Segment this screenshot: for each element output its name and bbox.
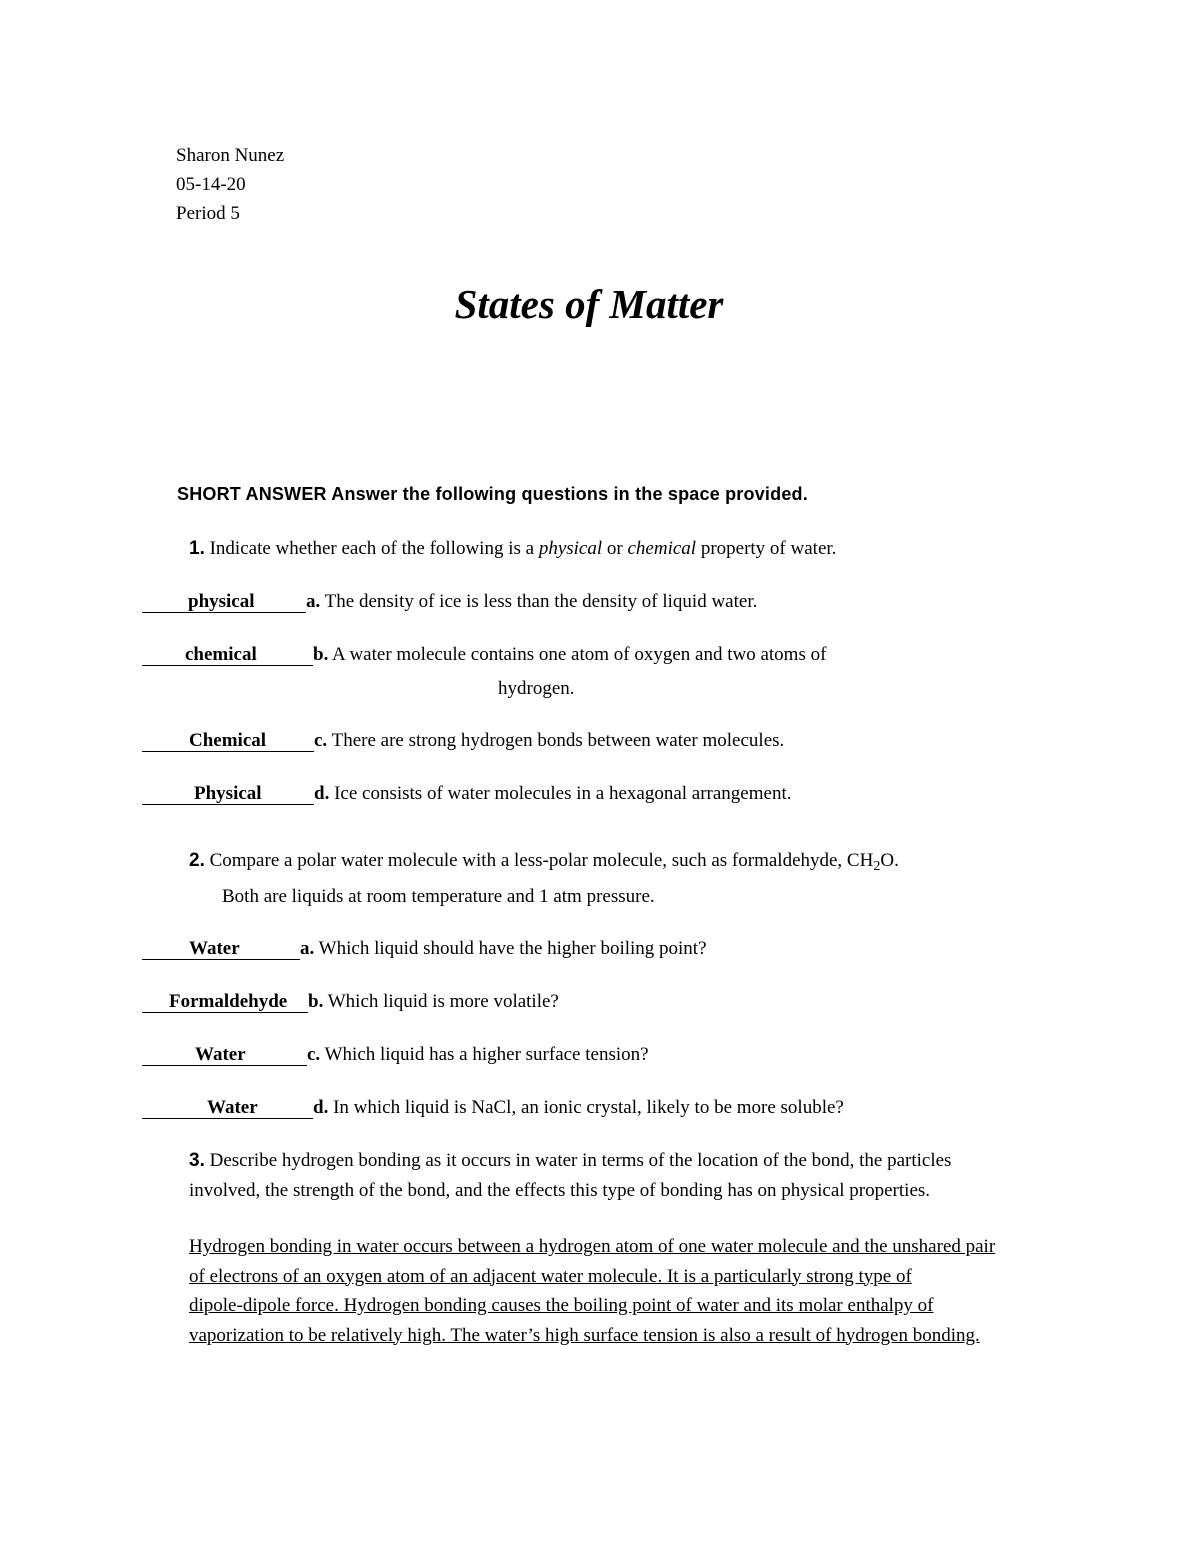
q2-item-b (142, 991, 559, 1013)
answer-blank[interactable] (142, 784, 314, 805)
prompt-text: property of water. (700, 538, 837, 559)
answer-text: chemical (185, 644, 257, 665)
question-3-prompt-line2: involved, the strength of the bond, and the effects this type of bonding has on physical properties. (189, 1180, 931, 1201)
item-letter: c. (307, 1044, 321, 1065)
q1-item-c (142, 730, 784, 752)
class-period: Period 5 (176, 203, 240, 224)
answer-text: Formaldehyde (169, 991, 288, 1012)
answer-blank[interactable] (142, 939, 300, 960)
item-letter: c. (314, 730, 328, 751)
instructions: SHORT ANSWER Answer the following questions in the space provided. (177, 484, 808, 504)
answer-text: Water (195, 1044, 246, 1065)
answer-blank[interactable] (142, 992, 308, 1013)
item-letter: d. (313, 1097, 329, 1118)
question-number: 2. (189, 850, 205, 871)
item-letter: a. (306, 591, 321, 612)
item-text: The density of ice is less than the density of liquid water. (324, 591, 758, 612)
prompt-text: or (606, 538, 623, 559)
question-number: 3. (189, 1150, 205, 1171)
q1-item-d (142, 783, 791, 805)
answer-blank[interactable] (142, 592, 306, 613)
q1-item-b (142, 644, 826, 666)
answer-text: Water (189, 938, 240, 959)
answer-blank[interactable] (142, 645, 313, 666)
item-letter: a. (300, 938, 315, 959)
prompt-text: Describe hydrogen bonding as it occurs in water in terms of the location of the bond, the particles (209, 1150, 952, 1171)
question-number: 1. (189, 538, 205, 559)
emphasis-chemical: chemical (627, 538, 697, 559)
emphasis-physical: physical (538, 538, 603, 559)
question-2-prompt (189, 850, 899, 875)
item-text: Which liquid has a higher surface tension? (324, 1044, 649, 1065)
item-letter: d. (314, 783, 330, 804)
q2-item-c (142, 1044, 649, 1066)
date: 05-14-20 (176, 174, 246, 195)
item-text: Which liquid should have the higher boiling point? (318, 938, 707, 959)
answer-text: Physical (194, 783, 262, 804)
q1-item-b-continued: hydrogen. (498, 678, 575, 699)
page-title: States of Matter (454, 281, 724, 327)
answer-blank[interactable] (142, 731, 314, 752)
question-3-answer[interactable] (189, 1232, 1129, 1350)
item-text: Ice consists of water molecules in a hexagonal arrangement. (334, 783, 792, 804)
item-text: Which liquid is more volatile? (327, 991, 559, 1012)
answer-line: Hydrogen bonding in water occurs between a hydrogen atom of one water molecule and the unshared pair (189, 1236, 996, 1257)
prompt-text: O. (880, 850, 899, 871)
question-2-prompt-line2: Both are liquids at room temperature and 1 atm pressure. (222, 886, 655, 907)
q2-item-a (142, 938, 707, 960)
answer-blank[interactable] (142, 1045, 307, 1066)
item-text: There are strong hydrogen bonds between water molecules. (331, 730, 785, 751)
prompt-text: Indicate whether each of the following is a (209, 538, 535, 559)
question-3-prompt (189, 1150, 951, 1172)
answer-line: vaporization to be relatively high. The water’s high surface tension is also a result of hydrogen bonding. (189, 1324, 980, 1346)
q1-item-a (142, 591, 757, 613)
q2-item-d (142, 1097, 844, 1119)
answer-line: dipole-dipole force. Hydrogen bonding causes the boiling point of water and its molar enthalpy of (189, 1295, 934, 1316)
question-1-prompt (189, 538, 836, 560)
student-name: Sharon Nunez (176, 145, 285, 166)
answer-blank[interactable] (142, 1098, 313, 1119)
prompt-text: Compare a polar water molecule with a less-polar molecule, such as formaldehyde, CH (209, 850, 874, 871)
subscript: 2 (873, 859, 881, 874)
answer-line: of electrons of an oxygen atom of an adjacent water molecule. It is a particularly strong type of (189, 1265, 912, 1287)
item-letter: b. (313, 644, 329, 665)
item-letter: b. (308, 991, 324, 1012)
item-text: In which liquid is NaCl, an ionic crystal, likely to be more soluble? (333, 1097, 844, 1118)
answer-text: physical (188, 591, 255, 612)
answer-text: Chemical (189, 730, 267, 751)
answer-text: Water (207, 1097, 258, 1118)
item-text: A water molecule contains one atom of oxygen and two atoms of (332, 644, 827, 665)
